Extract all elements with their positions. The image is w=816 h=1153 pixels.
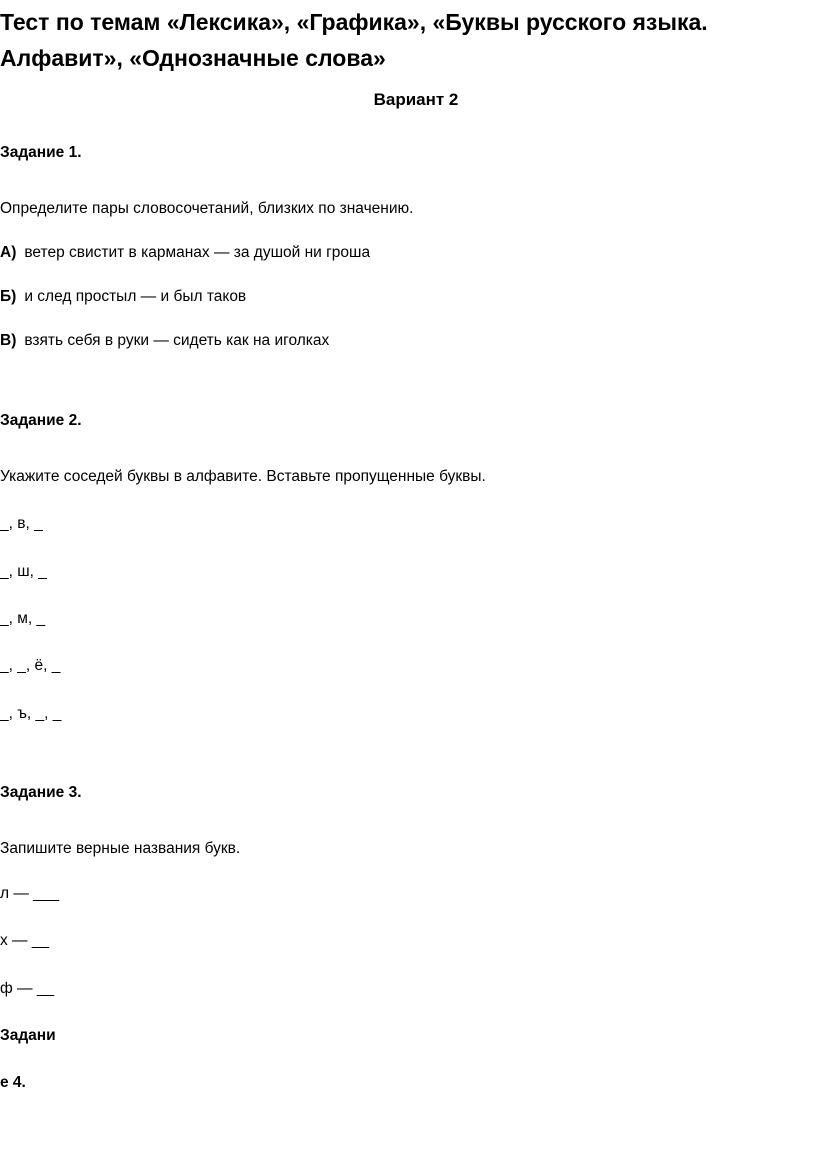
task2-item: _, м, _ xyxy=(0,610,46,627)
title-line-1: Тест по темам «Лексика», «Графика», «Буквы русского языка. xyxy=(0,9,708,35)
document-title xyxy=(0,4,800,76)
task4-heading-part1: Задани xyxy=(0,1027,56,1044)
task3-instruction: Запишите верные названия букв. xyxy=(0,840,241,857)
task1-instruction: Определите пары словосочетаний, близких по значению. xyxy=(0,200,414,217)
task3-heading: Задание 3. xyxy=(0,784,82,801)
task2-heading: Задание 2. xyxy=(0,412,82,429)
task1-heading: Задание 1. xyxy=(0,144,82,161)
task3-item: л — ___ xyxy=(0,885,60,902)
task1-item-c-label: В) xyxy=(0,332,17,349)
variant-heading: Вариант 2 xyxy=(373,90,459,109)
title-line-2: Алфавит», «Однозначные слова» xyxy=(0,45,386,71)
task3-item: ф — __ xyxy=(0,980,55,997)
task1-item-b-label: Б) xyxy=(0,288,17,305)
task2-instruction: Укажите соседей буквы в алфавите. Вставьте пропущенные буквы. xyxy=(0,468,486,485)
task1-item-a-text: ветер свистит в карманах — за душой ни гроша xyxy=(24,244,371,261)
task1-item-a-label: А) xyxy=(0,244,17,261)
task2-item: _, ъ, _, _ xyxy=(0,705,62,722)
task2-item: _, ш, _ xyxy=(0,563,47,580)
task3-item: х — __ xyxy=(0,932,50,949)
task1-item-a xyxy=(0,242,370,264)
task2-item: _, _, ё, _ xyxy=(0,657,61,674)
task2-item: _, в, _ xyxy=(0,515,43,532)
task1-item-c xyxy=(0,330,329,352)
task1-item-b-text: и след простыл — и был таков xyxy=(24,288,247,305)
task4-heading-part2: е 4. xyxy=(0,1074,26,1091)
task1-item-b xyxy=(0,286,246,308)
task1-item-c-text: взять себя в руки — сидеть как на иголках xyxy=(24,332,330,349)
